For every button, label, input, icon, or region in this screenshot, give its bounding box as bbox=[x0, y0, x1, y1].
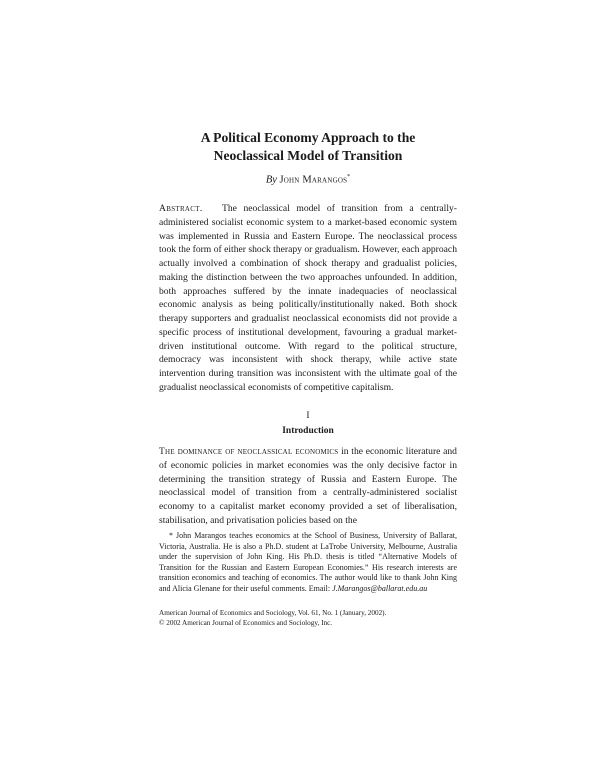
intro-text: in the economic literature and of economic policies in market economies was the only decisive factor in determining the transition strategy of Russia and Eastern Europe. The neoclassical model of transition from a centrally-administered socialist economy to a capitalist market economy provided a set of liberalisation, stabilisation, and privatisation policies based on the bbox=[159, 446, 457, 526]
title-line-1: A Political Economy Approach to the bbox=[200, 130, 416, 145]
author-footnote-marker: * bbox=[347, 174, 351, 180]
abstract-text: The neoclassical model of transition from a centrally-administered socialist economic system to a market-based economic system was implemented in Russia and Eastern Europe. The neoclassical process took the form of either shock therapy or gradualism. However, each approach actually involved a combination of shock therapy and gradualist policies, making the distinction between the two approaches unfounded. In addition, both approaches suffered by the innate inadequacies of neoclassical economic analysis as being politically/institutionally naked. Both shock therapy supporters and gradualist neoclassical economists did not provide a specific process of institutional development, favouring a gradual market-driven institutional outcome. With regard to the political structure, democracy was inconsistent with shock therapy, while active state intervention during transition was inconsistent with the ultimate goal of the gradualist neoclassical economists of competitive capitalism. bbox=[159, 203, 457, 393]
footnote-text: * John Marangos teaches economics at the School of Business, University of Ballarat, Victoria, Australia. He is also a Ph.D. student at LaTrobe University, Melbourne, Australia under the supervision of John King. His Ph.D. thesis is titled “Alternative Models of Transition for the Russian and Eastern European Economies.” His research interests are transition economics and teaching of economics. The author would like to thank John King and Alicia Glenane for their useful comments. Email: bbox=[159, 531, 457, 593]
abstract-label: Abstract. bbox=[159, 203, 203, 214]
journal-citation bbox=[159, 608, 457, 628]
byline-prefix: By bbox=[265, 174, 277, 186]
footnote-email: J.Marangos@ballarat.edu.au bbox=[332, 583, 428, 593]
abstract bbox=[159, 202, 457, 395]
byline bbox=[159, 174, 457, 186]
intro-lead: The dominance of neoclassical economics bbox=[159, 446, 339, 457]
introduction-paragraph bbox=[159, 445, 457, 528]
title-line-2: Neoclassical Model of Transition bbox=[213, 148, 403, 163]
section-number: I bbox=[306, 411, 310, 421]
journal-line-1: American Journal of Economics and Sociology, Vol. 61, No. 1 (January, 2002). bbox=[159, 609, 387, 617]
author-name: John Marangos bbox=[279, 174, 348, 186]
section-heading: Introduction bbox=[282, 426, 334, 436]
journal-copyright: © 2002 American Journal of Economics and Sociology, Inc. bbox=[159, 619, 333, 627]
author-footnote bbox=[159, 531, 457, 594]
paper-title bbox=[159, 129, 457, 165]
